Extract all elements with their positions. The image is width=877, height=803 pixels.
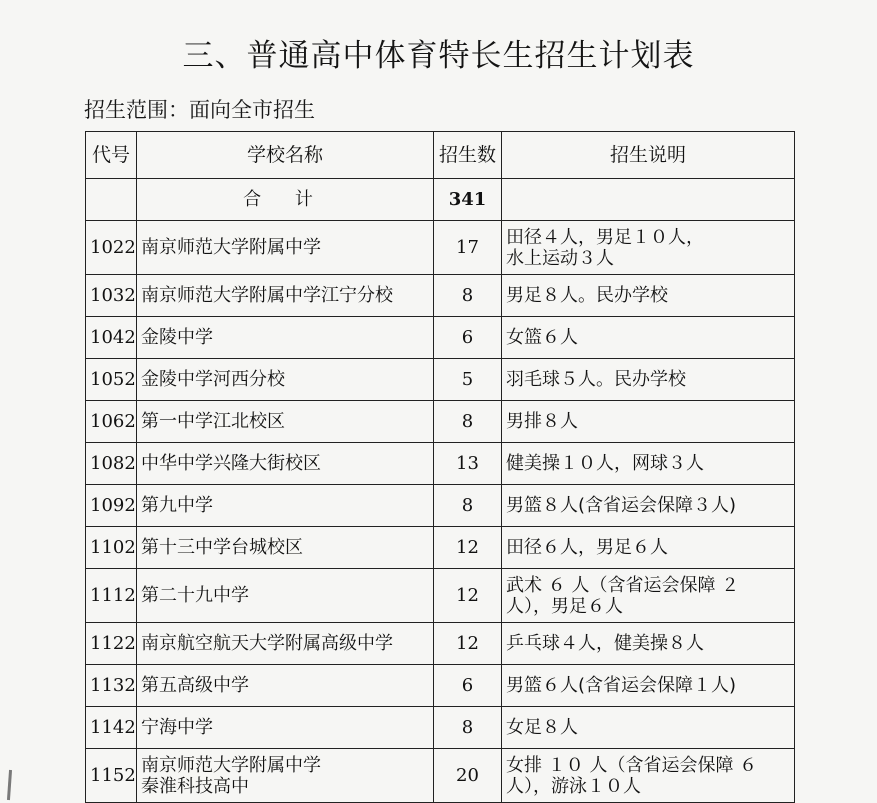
enrollment-note bbox=[502, 317, 795, 359]
total-row bbox=[86, 179, 795, 221]
total-value: 341 bbox=[434, 179, 502, 221]
table-row bbox=[86, 443, 795, 485]
school-name-line: 金陵中学 bbox=[141, 327, 213, 348]
enrollment-plan-table bbox=[85, 131, 795, 803]
school-name bbox=[137, 665, 434, 707]
table-row bbox=[86, 569, 795, 623]
enrollment-note-line: 人），游泳１０人 bbox=[506, 775, 641, 797]
school-name bbox=[137, 401, 434, 443]
enrollment-note-line: 男篮８人(含省运会保障３人) bbox=[506, 495, 737, 516]
enrollment-note bbox=[502, 665, 795, 707]
school-code: 1032 bbox=[86, 275, 137, 317]
enrollment-count: 20 bbox=[434, 749, 502, 803]
enrollment-count: 6 bbox=[434, 317, 502, 359]
school-name-line: 第五高级中学 bbox=[141, 675, 249, 696]
school-name-line: 第十三中学台城校区 bbox=[141, 537, 303, 558]
school-code: 1052 bbox=[86, 359, 137, 401]
table-row bbox=[86, 485, 795, 527]
enrollment-count: 8 bbox=[434, 485, 502, 527]
school-name-line: 南京航空航天大学附属高级中学 bbox=[141, 633, 393, 654]
header-count: 招生数 bbox=[434, 132, 502, 179]
school-code: 1082 bbox=[86, 443, 137, 485]
enrollment-note-line: 田径４人，男足１０人， bbox=[506, 226, 704, 248]
school-code: 1122 bbox=[86, 623, 137, 665]
enrollment-note bbox=[502, 443, 795, 485]
table-row bbox=[86, 623, 795, 665]
enrollment-note bbox=[502, 527, 795, 569]
school-code: 1142 bbox=[86, 707, 137, 749]
enrollment-count: 5 bbox=[434, 359, 502, 401]
enrollment-count: 12 bbox=[434, 623, 502, 665]
school-name bbox=[137, 749, 434, 803]
enrollment-note-line: 健美操１０人，网球３人 bbox=[506, 453, 704, 474]
table-row bbox=[86, 317, 795, 359]
table-header-row bbox=[86, 132, 795, 179]
school-code: 1092 bbox=[86, 485, 137, 527]
table-row bbox=[86, 707, 795, 749]
school-name bbox=[137, 317, 434, 359]
enrollment-count: 8 bbox=[434, 275, 502, 317]
enrollment-note-line: 羽毛球５人。民办学校 bbox=[506, 369, 686, 390]
enrollment-count: 12 bbox=[434, 527, 502, 569]
enrollment-note bbox=[502, 485, 795, 527]
table-row bbox=[86, 401, 795, 443]
school-code: 1042 bbox=[86, 317, 137, 359]
enrollment-note-line: 女篮６人 bbox=[506, 327, 578, 348]
enrollment-count: 8 bbox=[434, 707, 502, 749]
header-code: 代号 bbox=[86, 132, 137, 179]
school-name bbox=[137, 359, 434, 401]
header-school: 学校名称 bbox=[137, 132, 434, 179]
school-name-line: 第二十九中学 bbox=[141, 585, 249, 606]
enrollment-count: 12 bbox=[434, 569, 502, 623]
enrollment-note bbox=[502, 569, 795, 623]
school-name bbox=[137, 707, 434, 749]
enrollment-note bbox=[502, 275, 795, 317]
table-row bbox=[86, 221, 795, 275]
school-code: 1062 bbox=[86, 401, 137, 443]
scan-mark bbox=[7, 770, 12, 800]
enrollment-count: 8 bbox=[434, 401, 502, 443]
enrollment-note bbox=[502, 623, 795, 665]
school-name bbox=[137, 623, 434, 665]
enrollment-scope: 招生范围：面向全市招生 bbox=[84, 98, 315, 122]
enrollment-count: 6 bbox=[434, 665, 502, 707]
enrollment-note-line: 田径６人，男足６人 bbox=[506, 537, 668, 558]
enrollment-note-line: 人），男足６人 bbox=[506, 595, 623, 617]
enrollment-note-line: 女足８人 bbox=[506, 717, 578, 738]
page-title: 三、普通高中体育特长生招生计划表 bbox=[182, 38, 695, 74]
total-code-cell bbox=[86, 179, 137, 221]
enrollment-note-line: 乒乓球４人，健美操８人 bbox=[506, 633, 704, 654]
enrollment-count: 13 bbox=[434, 443, 502, 485]
enrollment-note-line: 女排 １０ 人（含省运会保障 ６ bbox=[506, 754, 758, 776]
table-row bbox=[86, 749, 795, 803]
school-name-line: 宁海中学 bbox=[141, 717, 213, 738]
school-code: 1022 bbox=[86, 221, 137, 275]
table-row bbox=[86, 275, 795, 317]
enrollment-note-line: 武术 ６ 人（含省运会保障 ２ bbox=[506, 574, 740, 596]
school-name-line: 第一中学江北校区 bbox=[141, 411, 285, 432]
header-note: 招生说明 bbox=[502, 132, 795, 179]
total-note-cell bbox=[502, 179, 795, 221]
enrollment-note bbox=[502, 221, 795, 275]
school-name-line: 南京师范大学附属中学江宁分校 bbox=[141, 285, 393, 306]
enrollment-note bbox=[502, 749, 795, 803]
enrollment-note-line: 男篮６人(含省运会保障１人) bbox=[506, 675, 737, 696]
enrollment-note bbox=[502, 707, 795, 749]
school-name bbox=[137, 527, 434, 569]
school-code: 1132 bbox=[86, 665, 137, 707]
school-name bbox=[137, 275, 434, 317]
school-name-line: 南京师范大学附属中学 bbox=[141, 237, 321, 258]
total-label: 合 计 bbox=[137, 179, 434, 221]
school-name bbox=[137, 221, 434, 275]
school-name bbox=[137, 485, 434, 527]
school-name-line: 第九中学 bbox=[141, 495, 213, 516]
enrollment-count: 17 bbox=[434, 221, 502, 275]
table-row bbox=[86, 359, 795, 401]
school-name bbox=[137, 569, 434, 623]
school-code: 1112 bbox=[86, 569, 137, 623]
enrollment-note bbox=[502, 401, 795, 443]
school-code: 1152 bbox=[86, 749, 137, 803]
table-row bbox=[86, 527, 795, 569]
enrollment-note-line: 男排８人 bbox=[506, 411, 578, 432]
school-code: 1102 bbox=[86, 527, 137, 569]
enrollment-note-line: 水上运动３人 bbox=[506, 247, 614, 269]
school-name-line: 秦淮科技高中 bbox=[141, 775, 249, 797]
school-name-line: 南京师范大学附属中学 bbox=[141, 754, 321, 776]
school-name-line: 金陵中学河西分校 bbox=[141, 369, 285, 390]
enrollment-note-line: 男足８人。民办学校 bbox=[506, 285, 668, 306]
school-name-line: 中华中学兴隆大街校区 bbox=[141, 453, 321, 474]
table-row bbox=[86, 665, 795, 707]
enrollment-note bbox=[502, 359, 795, 401]
school-name bbox=[137, 443, 434, 485]
